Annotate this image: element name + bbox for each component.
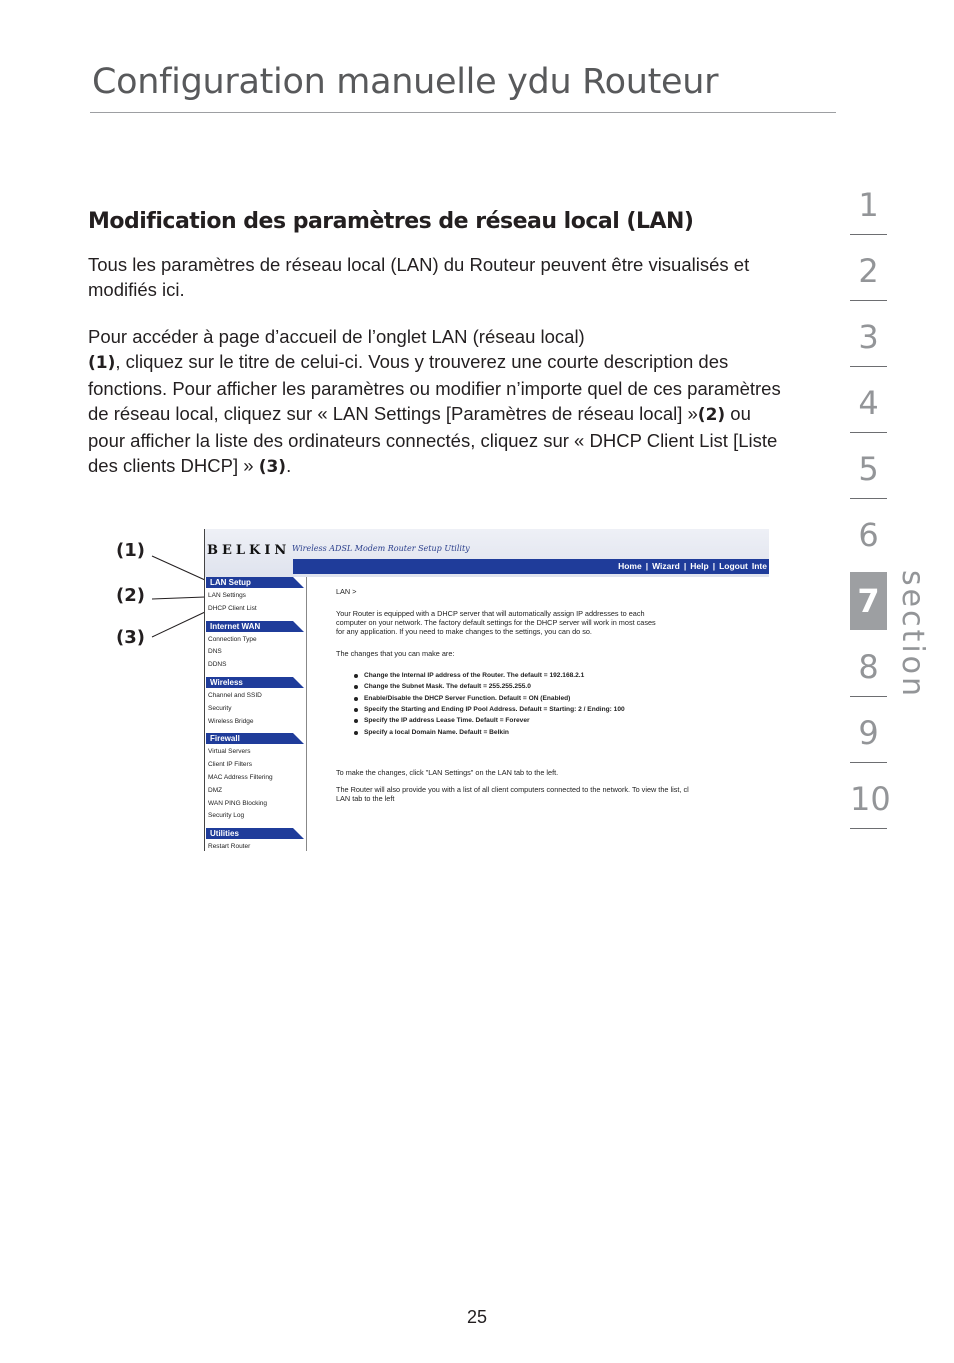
section-divider	[850, 498, 887, 499]
nav-link-help[interactable]: Help	[690, 561, 709, 571]
sidebar-item-lan-settings[interactable]: LAN Settings	[208, 592, 246, 599]
changes-label: The changes that you can make are:	[336, 649, 455, 658]
list-item: Specify a local Domain Name. Default = Belkin	[364, 728, 509, 736]
section-number-3: 3	[858, 318, 879, 356]
section-heading: Modification des paramètres de réseau local (LAN)	[88, 209, 694, 234]
callout-1: (1)	[116, 540, 145, 561]
instructions-text: ou pour afficher la liste des ordinateurs connectés, cliquez sur « DHCP Client List [Liste des clients DHCP] »	[88, 403, 778, 476]
page-header-title: Configuration manuelle ydu Routeur	[92, 62, 719, 102]
footer-line: To make the changes, click "LAN Settings" on the LAN tab to the left.	[336, 768, 559, 777]
intro-paragraph: Tous les paramètres de réseau local (LAN) du Routeur peuvent être visualisés et modifiés ici.	[88, 254, 750, 300]
footer-line: LAN tab to the left	[336, 794, 395, 803]
instructions-text: .	[286, 455, 292, 476]
belkin-logo: BELKIN	[207, 543, 291, 558]
sidebar-item-wan-ping-blocking[interactable]: WAN PING Blocking	[208, 799, 267, 807]
sidebar-heading-wireless[interactable]: Wireless	[206, 677, 304, 688]
intro-line: for any application. If you need to make changes to the settings, you can do so.	[336, 627, 592, 636]
sidebar-item-dhcp-client-list[interactable]: DHCP Client List	[208, 604, 257, 612]
instructions-text: , cliquez sur le titre de celui-ci. Vous y trouverez une courte description des fonctions. Pour afficher les paramètres ou modifier n’importe quel de ces paramètres de réseau local, cliquez sur « LAN Settings [Paramètres de réseau local] »	[88, 351, 781, 424]
sidebar-heading-lan-setup[interactable]: LAN Setup	[206, 577, 304, 588]
screenshot-sidebar	[205, 577, 307, 851]
nav-link-inte[interactable]: Inte	[751, 561, 767, 571]
utility-tagline: Wireless ADSL Modem Router Setup Utility	[292, 544, 470, 553]
bullet-icon	[354, 719, 358, 723]
top-nav-bar	[293, 559, 769, 574]
instructions-text: Pour accéder à page d’accueil de l’onglet LAN (réseau local)	[88, 326, 585, 347]
nav-link-wizard[interactable]: Wizard	[652, 561, 680, 571]
sidebar-item-connection-type[interactable]: Connection Type	[208, 635, 257, 643]
sidebar-item-channel-and-ssid[interactable]: Channel and SSID	[208, 692, 262, 699]
sidebar-item-wireless-bridge[interactable]: Wireless Bridge	[208, 717, 254, 725]
sidebar-item-client-ip-filters[interactable]: Client IP Filters	[208, 761, 252, 769]
sidebar-item-security-log[interactable]: Security Log	[208, 812, 245, 820]
reference-1: (1)	[88, 353, 116, 373]
callout-3: (3)	[116, 627, 145, 648]
header-divider	[90, 112, 836, 113]
list-item: Change the Subnet Mask. The default = 255.255.255.0	[364, 683, 531, 691]
sidebar-item-dns[interactable]: DNS	[208, 648, 222, 656]
intro-line: Your Router is equipped with a DHCP server that will automatically assign IP addresses to each	[336, 609, 645, 618]
section-divider	[850, 696, 887, 697]
section-label: section	[895, 570, 930, 700]
callout-2: (2)	[116, 585, 145, 606]
list-item: Enable/Disable the DHCP Server Function. Default = ON (Enabled)	[364, 694, 571, 702]
intro-line: computer on your network. The factory default settings for the DHCP server will work in most cases	[336, 618, 656, 627]
section-number-7: 7	[850, 572, 887, 630]
sidebar-item-mac-address-filtering[interactable]: MAC Address Filtering	[208, 774, 273, 781]
list-item: Specify the IP address Lease Time. Default = Forever	[364, 717, 530, 725]
nav-separator: |	[712, 561, 716, 571]
bullet-icon	[354, 731, 358, 735]
bullet-icon	[354, 674, 358, 678]
sidebar-heading-internet-wan[interactable]: Internet WAN	[206, 621, 304, 632]
bullet-icon	[354, 697, 358, 701]
sidebar-item-restart-router[interactable]: Restart Router	[208, 843, 251, 851]
section-number-10: 10	[850, 780, 891, 818]
section-number-6: 6	[858, 516, 879, 554]
section-divider	[850, 300, 887, 301]
sidebar-item-ddns[interactable]: DDNS	[208, 661, 227, 669]
sidebar-item-dmz[interactable]: DMZ	[208, 786, 223, 794]
reference-2: (2)	[697, 405, 726, 425]
section-divider	[850, 366, 887, 367]
sidebar-item-virtual-servers[interactable]: Virtual Servers	[208, 748, 251, 756]
nav-separator: |	[645, 561, 649, 571]
sidebar-heading-utilities[interactable]: Utilities	[206, 828, 304, 839]
list-item: Specify the Starting and Ending IP Pool Address. Default = Starting: 2 / Ending: 100	[364, 705, 625, 713]
footer-line: The Router will also provide you with a list of all client computers connected to the network. To view the list, cl	[336, 785, 689, 794]
instructions-paragraph	[88, 324, 788, 480]
section-divider	[850, 762, 887, 763]
breadcrumb: LAN >	[336, 587, 357, 596]
section-divider	[850, 234, 887, 235]
section-number-8: 8	[858, 648, 879, 686]
nav-link-home[interactable]: Home	[618, 561, 642, 571]
router-ui-screenshot	[204, 529, 769, 851]
sidebar-heading-firewall[interactable]: Firewall	[206, 733, 304, 744]
bullet-icon	[354, 685, 358, 689]
page-number: 25	[466, 1307, 488, 1327]
section-number-1: 1	[858, 186, 879, 224]
section-number-4: 4	[858, 384, 879, 422]
section-number-2: 2	[858, 252, 879, 290]
section-number-9: 9	[858, 714, 879, 752]
nav-link-logout[interactable]: Logout	[719, 561, 748, 571]
section-number-5: 5	[858, 450, 879, 488]
bullet-icon	[354, 708, 358, 712]
reference-3: (3)	[258, 457, 287, 477]
section-divider	[850, 432, 887, 433]
sidebar-item-security[interactable]: Security	[208, 704, 232, 712]
nav-separator: |	[683, 561, 687, 571]
list-item: Change the Internal IP address of the Router. The default = 192.168.2.1	[364, 672, 585, 679]
section-divider	[850, 828, 887, 829]
